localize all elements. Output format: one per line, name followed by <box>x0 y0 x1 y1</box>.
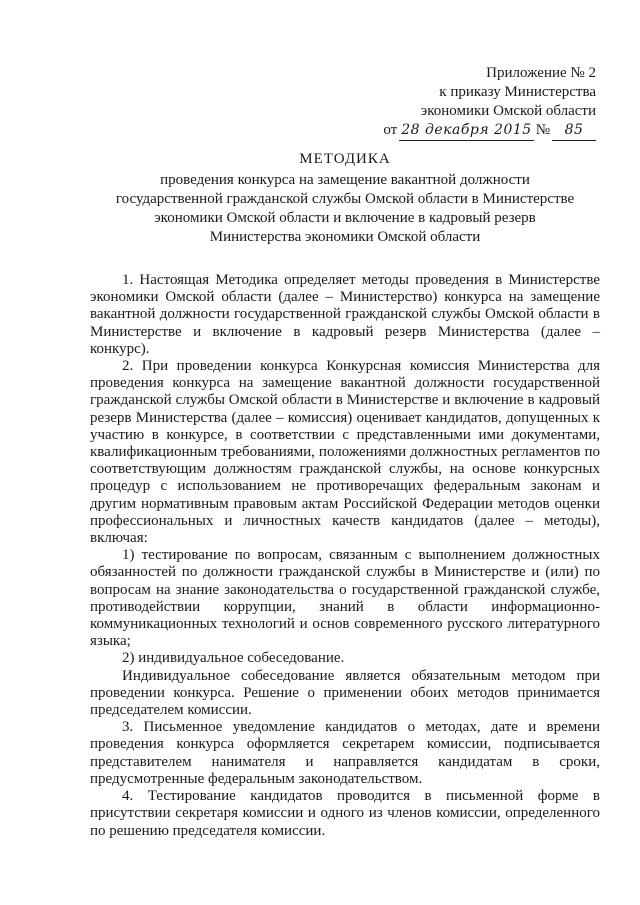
appendix-line-2: к приказу Министерства <box>439 84 596 100</box>
handwritten-number: 85 <box>552 121 596 141</box>
paragraph-2-note: Индивидуальное собеседование является обязательным методом при проведении конкурса. Решение о применении обоих методов принимается председателем комиссии. <box>90 667 600 719</box>
paragraph-3: 3. Письменное уведомление кандидатов о методах, дате и времени проведения конкурса оформляется секретарем комиссии, подписывается представителем нанимателя и направляется кандидатам в сроки, предусмотренные федеральным законодательством. <box>90 719 600 787</box>
paragraph-2: 2. При проведении конкурса Конкурсная комиссия Министерства для проведения конкурса на замещение вакантной должности государственной гражданской службы Омской области в Министерстве и включение в кадровый резерв Министерства (далее – комиссия) оценивает кандидатов, допущенных к участию в конкурсе, в соответствии с представленными ими документами, квалификационным требованиями, положениями должностных регламентов по соответствующим должностям гражданской службы, на основе конкурсных процедур с использованием не противоречащих федеральным законам и другим нормативным правовым актам Российской Федерации методов оценки профессиональных и личностных качеств кандидатов (далее – методы), включая: <box>90 358 600 547</box>
number-prefix: № <box>535 122 550 138</box>
appendix-header <box>383 64 596 141</box>
paragraph-2-item-1: 1) тестирование по вопросам, связанным с выполнением должностных обязанностей по должности гражданской службы в Министерстве и (или) по вопросам на знание законодательства о государственной гражданской службе, противодействии коррупции, знаний в области информационно-коммуникационных технологий и основ современного русского литературного языка; <box>90 547 600 650</box>
document-heading: МЕТОДИКА <box>299 151 391 167</box>
document-title-block <box>90 150 600 247</box>
appendix-date-line <box>383 121 596 141</box>
paragraph-4: 4. Тестирование кандидатов проводится в письменной форме в присутствии секретаря комиссии и одного из членов комиссии, определенного по решению председателя комиссии. <box>90 788 600 839</box>
title-line-1: проведения конкурса на замещение вакантной должности <box>160 172 530 188</box>
appendix-line-3: экономики Омской области <box>420 103 596 119</box>
title-line-4: Министерства экономики Омской области <box>209 229 481 245</box>
document-body <box>90 272 600 840</box>
date-prefix: от <box>383 122 398 138</box>
paragraph-2-item-2: 2) индивидуальное собеседование. <box>122 650 345 667</box>
paragraph-1: 1. Настоящая Методика определяет методы проведения в Министерстве экономики Омской области (далее – Министерство) конкурса на замещение вакантной должности государственной гражданской службы Омской области в Министерстве и включение в кадровый резерв Министерства (далее – конкурс). <box>90 272 600 357</box>
title-line-2: государственной гражданской службы Омской области в Министерстве <box>115 191 575 207</box>
title-line-3: экономики Омской области и включение в кадровый резерв <box>154 210 536 226</box>
handwritten-date: 28 декабря 2015 <box>399 121 534 141</box>
appendix-line-1: Приложение № 2 <box>486 65 596 81</box>
